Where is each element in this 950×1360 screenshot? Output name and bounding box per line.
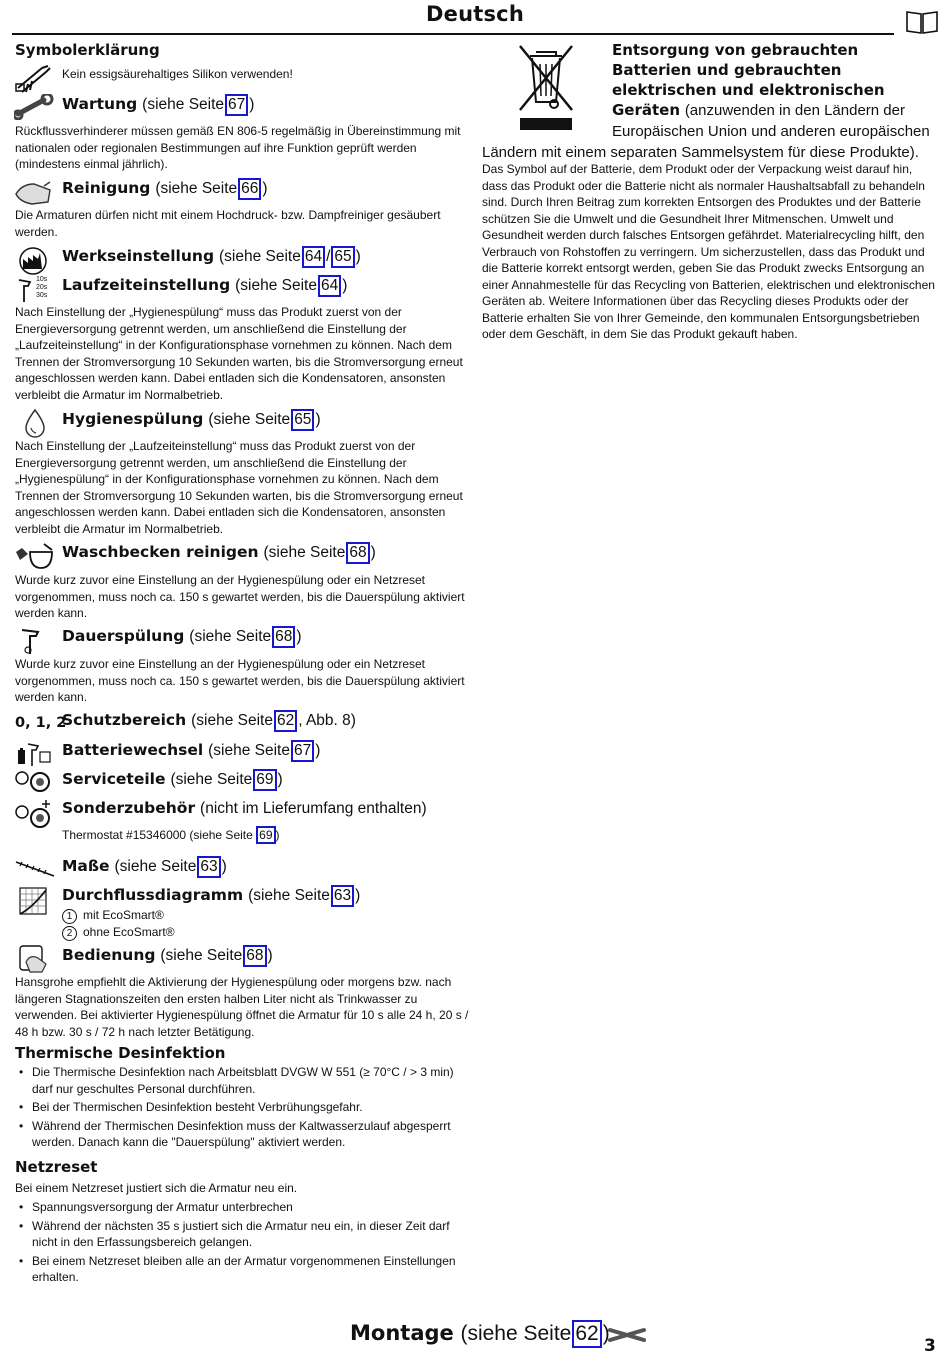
cleaning-hand-icon xyxy=(14,180,54,208)
link-page-63[interactable]: 63 xyxy=(197,856,220,878)
link-page-69b[interactable]: 69 xyxy=(256,826,275,844)
thermisch-heading: Thermische Desinfektion xyxy=(15,1044,226,1062)
page-number: 3 xyxy=(924,1336,936,1356)
schutz-heading: Schutzbereich (siehe Seite 62 , Abb. 8) xyxy=(62,710,356,732)
silicone-gun-icon xyxy=(14,62,54,94)
netzreset-heading: Netzreset xyxy=(15,1158,98,1176)
durchfluss-heading: Durchflussdiagramm (siehe Seite 63 ) xyxy=(62,885,360,907)
book-icon xyxy=(906,10,938,34)
disposal-heading: Entsorgung von gebrauchten Batterien und gebrauchten elektrischen und elektronischen Geräten (anzuwenden in den Ländern der Europäischen Union und anderen europäischen Ländern mit einem separaten Sammelsystem für diese Produkte). xyxy=(482,41,930,161)
link-page-63b[interactable]: 63 xyxy=(331,885,354,907)
factory-settings-icon xyxy=(18,247,48,275)
link-page-67b[interactable]: 67 xyxy=(291,740,314,762)
bedienung-text: Hansgrohe empfiehlt die Aktivierung der Hygienespülung oder morgens bzw. nach längeren Stagnationszeiten den ersten halben Liter nicht als Trinkwasser zu verwenden. Bei aktivierter Hygienespülung öffnet die Armatur für 10 s alle 24 h, 20 s / 48 h bzw. 30 s / 72 h nach letzter Betätigung. xyxy=(15,975,469,1039)
laufzeit-text: Nach Einstellung der „Hygienespülung“ muss das Produkt zuerst von der Energieversorgung getrennt werden, um anschließend die Einstellung der „Laufzeiteinstellung“ in der Konfigurationsphase vornehmen zu können. Nach dem Trennen der Stromversorgung 10 Sekunden warten, bis die Stromversorgung erneut angeschlossen werden kann. Dabei entladen sich die Kondensatoren, ansonsten verbleibt die Armatur im Normalbetrieb. xyxy=(15,305,463,402)
faucet-icon xyxy=(18,626,44,656)
header-rule xyxy=(12,33,894,35)
battery-change-icon xyxy=(16,740,52,768)
water-drop-icon xyxy=(22,408,48,438)
flow-diagram-icon xyxy=(18,886,48,916)
thermostat-line: Thermostat #15346000 (siehe Seite 69 ) xyxy=(62,828,280,842)
service-heading: Serviceteile (siehe Seite 69 ) xyxy=(62,769,283,791)
runtime-label-10: 10s xyxy=(36,276,48,283)
waschbecken-heading: Waschbecken reinigen (siehe Seite 68 ) xyxy=(62,542,376,564)
symbol-legend-heading: Symbolerklärung xyxy=(15,41,160,59)
link-page-67[interactable]: 67 xyxy=(225,94,248,116)
runtime-label-30: 30s xyxy=(36,292,48,299)
wartung-heading: Wartung (siehe Seite 67 ) xyxy=(62,94,254,116)
service-parts-icon xyxy=(14,768,54,796)
link-page-64b[interactable]: 64 xyxy=(318,275,341,297)
protection-zone-symbol: 0, 1, 2 xyxy=(15,715,67,731)
runtime-label-20: 20s xyxy=(36,284,48,291)
montage-heading: Montage (siehe Seite 62 ) xyxy=(350,1320,610,1348)
dauer-heading: Dauerspülung (siehe Seite 68 ) xyxy=(62,626,302,648)
bedienung-heading: Bedienung (siehe Seite 68 ) xyxy=(62,945,273,967)
page-title: Deutsch xyxy=(426,2,524,26)
reinigung-heading: Reinigung (siehe Seite 66 ) xyxy=(62,178,268,200)
masse-heading: Maße (siehe Seite 63 ) xyxy=(62,856,227,878)
laufzeit-heading: Laufzeiteinstellung (siehe Seite 64 ) xyxy=(62,275,347,297)
thermisch-list xyxy=(15,1064,470,1153)
sonder-heading: Sonderzubehör (nicht im Lieferumfang enthalten) xyxy=(62,799,427,817)
link-page-68b[interactable]: 68 xyxy=(272,626,295,648)
werkseinstellung-heading: Werkseinstellung (siehe Seite 64 / 65 ) xyxy=(62,246,361,268)
link-page-69[interactable]: 69 xyxy=(253,769,276,791)
link-page-66[interactable]: 66 xyxy=(238,178,261,200)
ecosmart-item-1: 1 mit EcoSmart® xyxy=(62,907,164,924)
hygiene-text: Nach Einstellung der „Laufzeiteinstellung“ muss das Produkt zuerst von der Energieversorgung getrennt werden, um anschließend die Einstellung der „Hygienespülung“ in der Konfigurationsphase vornehmen zu können. Nach dem Trennen der Stromversorgung 10 Sekunden warten, bis die Stromversorgung erneut angeschlossen werden kann. Dabei entladen sich die Kondensatoren, ansonsten verbleibt die Armatur im Normalbetrieb. xyxy=(15,439,463,536)
link-page-68[interactable]: 68 xyxy=(346,542,369,564)
hygiene-heading: Hygienespülung (siehe Seite 65 ) xyxy=(62,409,321,431)
link-page-65[interactable]: 65 xyxy=(331,246,354,268)
accessories-icon xyxy=(14,798,54,830)
link-page-62b[interactable]: 62 xyxy=(572,1320,601,1348)
wrench-icon xyxy=(14,94,54,120)
list-item: • Die Thermische Desinfektion nach Arbeitsblatt DVGW W 551 (≥ 70°C / > 3 min) darf nur geschultes Personal durchführen. xyxy=(15,1064,470,1097)
wrench-pair-icon xyxy=(606,1322,648,1348)
list-item: • Bei einem Netzreset bleiben alle an der Armatur vorgenommenen Einstellungen erhalten. xyxy=(15,1253,470,1286)
link-page-68c[interactable]: 68 xyxy=(243,945,266,967)
bin-spacer xyxy=(482,40,612,138)
link-page-62[interactable]: 62 xyxy=(274,710,297,732)
batterie-heading: Batteriewechsel (siehe Seite 67 ) xyxy=(62,740,320,762)
wartung-text: Rückflussverhinderer müssen gemäß EN 806-5 regelmäßig in Übereinstimmung mit nationalen oder regionalen Bestimmungen auf ihre Funktion geprüft werden (mindestens einmal jährlich). xyxy=(15,124,461,172)
runtime-faucet-icon xyxy=(16,276,60,306)
link-page-65b[interactable]: 65 xyxy=(291,409,314,431)
silicone-note: Kein essigsäurehaltiges Silikon verwenden! xyxy=(62,67,293,81)
netzreset-list xyxy=(15,1199,470,1288)
link-page-64[interactable]: 64 xyxy=(302,246,325,268)
faucet-shape xyxy=(16,278,34,304)
list-item: • Während der Thermischen Desinfektion muss der Kaltwasserzulauf abgesperrt werden. Danach kann die "Dauerspülung" aktiviert werden. xyxy=(15,1118,470,1151)
list-item: • Bei der Thermischen Desinfektion besteht Verbrühungsgefahr. xyxy=(15,1099,470,1116)
item-number-1: 1 xyxy=(62,909,77,924)
waschbecken-text: Wurde kurz zuvor eine Einstellung an der Hygienespülung oder ein Netzreset vorgenommen, muss noch ca. 150 s gewartet werden, bis die Dauerspülung aktiviert werden kann. xyxy=(15,573,465,621)
ruler-icon xyxy=(14,856,56,880)
list-item: • Während der nächsten 35 s justiert sich die Armatur neu ein, in dieser Zeit darf nicht in den Erfassungsbereich gelangen. xyxy=(15,1218,470,1251)
item-number-2: 2 xyxy=(62,926,77,941)
dauer-text: Wurde kurz zuvor eine Einstellung an der Hygienespülung oder ein Netzreset vorgenommen, muss noch ca. 150 s gewartet werden, bis die Dauerspülung aktiviert werden kann. xyxy=(15,657,465,705)
reinigung-text: Die Armaturen dürfen nicht mit einem Hochdruck- bzw. Dampfreiniger gesäubert werden. xyxy=(15,208,441,239)
disposal-text: Das Symbol auf der Batterie, dem Produkt oder der Verpackung weist darauf hin, dass das Produkt oder die Batterie nicht als normaler Haushaltsabfall zu behandeln sind. Durch Ihren Beitrag zum korrekten Entsorgen des Produktes und der Batterie schützen Sie die Umwelt und die Gesundheit Ihrer Mitmenschen. Umwelt und Gesundheit werden durch falsches Entsorgen gefährdet. Materialrecycling hilft, den Verbrauch von Rohstoffen zu verringern. Um sicherzustellen, dass das Produkt und die Batterie korrekt entsorgt werden, geben Sie das Produkt zwecks Entsorgung an einer Annahmestelle für das Recycling von Batterien, elektrischen und elektronischen Geräten ab. Weitere Informationen über das Recycling dieses Produkts oder der Batterie erhalten Sie von Ihrer Gemeinde, den kommunalen Entsorgungsbetrieben oder dem Geschäft, in dem Sie das Produkt gekauft haben. xyxy=(482,162,935,341)
operation-hand-icon xyxy=(16,944,52,974)
basin-cleaning-icon xyxy=(14,542,56,570)
list-item: • Spannungsversorgung der Armatur unterbrechen xyxy=(15,1199,470,1216)
ecosmart-item-2: 2 ohne EcoSmart® xyxy=(62,924,175,941)
netzreset-intro: Bei einem Netzreset justiert sich die Armatur neu ein. xyxy=(15,1181,298,1195)
